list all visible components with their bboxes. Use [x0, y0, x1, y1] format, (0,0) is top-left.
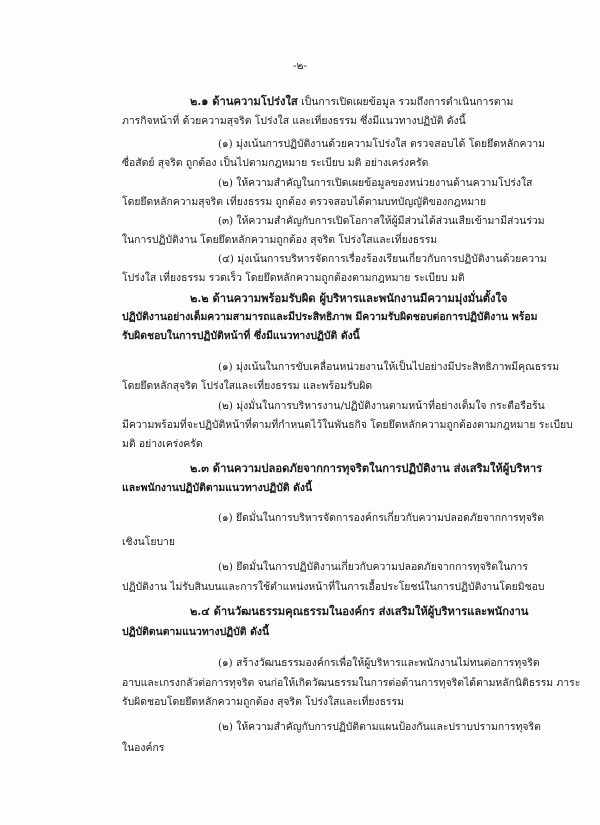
item-2-1-1-line2: ซื่อสัตย์ สุจริต ถูกต้อง เป็นไปตามกฎหมาย ระเบียบ มติ อย่างเคร่งครัด	[122, 157, 429, 169]
section-2-1-heading: ๒.๑ ด้านความโปร่งใส	[190, 94, 298, 108]
section-2-1-intro-line2: ภารกิจหน้าที่ ด้วยความสุจริต โปร่งใส และเที่ยงธรรม ซึ่งมีแนวทางปฏิบัติ ดังนี้	[122, 115, 466, 127]
item-2-3-2-line1: (๒) ยึดมั่นในการปฏิบัติงานเกี่ยวกับความปลอดภัยจากการทุจริตในการ	[218, 561, 528, 573]
item-2-4-1-line1: (๑) สร้างวัฒนธรรมองค์กรเพื่อให้ผู้บริหารและพนักงานไม่ทนต่อการทุจริต	[218, 657, 540, 669]
item-2-1-2-line1: (๒) ให้ความสำคัญในการเปิดเผยข้อมูลของหน่วยงานด้านความโปร่งใส	[218, 177, 533, 189]
section-2-1-intro-text: เป็นการเปิดเผยข้อมูล รวมถึงการดำเนินการตาม	[297, 96, 514, 108]
item-2-4-1-line2: อาบและเกรงกลัวต่อการทุจริต จนก่อให้เกิดวัฒนธรรมในการต่อต้านการทุจริตได้ตามหลักนิติธรรม ภาระ	[122, 677, 581, 689]
section-2-2-heading-line1: ๒.๒ ด้านความพร้อมรับผิด ผู้บริหารและพนักงานมีความมุ่งมั่นตั้งใจ	[190, 291, 508, 305]
item-2-2-1-line2: โดยยึดหลักสุจริต โปร่งใสและเที่ยงธรรม และพร้อมรับผิด	[122, 380, 373, 392]
section-2-2-heading-line3: รับผิดชอบในการปฏิบัติหน้าที่ ซึ่งมีแนวทางปฏิบัติ ดังนี้	[122, 330, 360, 342]
item-2-3-2-line2: ปฏิบัติงาน ไม่รับสินบนและการใช้ตำแหน่งหน้าที่ในการเอื้อประโยชน์ในการปฏิบัติงานโดยมิชอบ	[122, 581, 545, 593]
item-2-2-2-line2: มีความพร้อมที่จะปฏิบัติหน้าที่ตามที่กำหนดไว้ในพันธกิจ โดยยึดหลักความถูกต้องตามกฎหมาย ระเบียบ	[122, 419, 573, 431]
item-2-2-1-line1: (๑) มุ่งเน้นในการขับเคลื่อนหน่วยงานให้เป็นไปอย่างมีประสิทธิภาพมีคุณธรรม	[218, 361, 560, 373]
page-number: -๒-	[292, 60, 308, 72]
item-2-2-2-line3: มติ อย่างเคร่งครัด	[122, 438, 203, 450]
section-2-3-heading-line2: และพนักงานปฏิบัติตามแนวทางปฏิบัติ ดังนี้	[122, 482, 313, 494]
section-2-1-intro	[190, 94, 513, 109]
item-2-1-4-line1: (๔) มุ่งเน้นการบริหารจัดการเรื่องร้องเรียนเกี่ยวกับการปฏิบัติงานด้วยความ	[218, 253, 547, 265]
item-2-1-2-line2: โดยยึดหลักความสุจริต เที่ยงธรรม ถูกต้อง ตรวจสอบได้ตามบทบัญญัติของกฎหมาย	[122, 196, 487, 208]
item-2-4-2-line2: ในองค์กร	[122, 742, 165, 754]
item-2-3-1-line2: เชิงนโยบาย	[122, 536, 175, 548]
section-2-4-heading-line1: ๒.๔ ด้านวัฒนธรรมคุณธรรมในองค์กร ส่งเสริมให้ผู้บริหารและพนักงาน	[190, 604, 529, 618]
item-2-1-1-line1: (๑) มุ่งเน้นการปฏิบัติงานด้วยความโปร่งใส ตรวจสอบได้ โดยยึดหลักความ	[218, 138, 545, 150]
item-2-1-4-line2: โปร่งใส เที่ยงธรรม รวดเร็ว โดยยึดหลักความถูกต้องตามกฎหมาย ระเบียบ มติ	[122, 272, 465, 284]
item-2-1-3-line2: ในการปฏิบัติงาน โดยยึดหลักความถูกต้อง สุจริต โปร่งใสและเที่ยงธรรม	[122, 234, 438, 246]
item-2-1-3-line1: (๓) ให้ความสำคัญกับการเปิดโอกาสให้ผู้มีส่วนได้ส่วนเสียเข้ามามีส่วนร่วม	[218, 215, 545, 227]
section-2-2-heading-line2: ปฏิบัติงานอย่างเต็มความสามารถและมีประสิทธิภาพ มีความรับผิดชอบต่อการปฏิบัติงาน พร้อม	[122, 311, 538, 323]
item-2-4-2-line1: (๒) ให้ความสำคัญกับการปฏิบัติตามแผนป้องกันและปราบปรามการทุจริต	[218, 721, 541, 733]
item-2-2-2-line1: (๒) มุ่งมั่นในการบริหารงาน/ปฏิบัติงานตามหน้าที่อย่างเต็มใจ กระตือรือร้น	[218, 400, 545, 412]
section-2-4-heading-line2: ปฏิบัติตนตามแนวทางปฏิบัติ ดังนี้	[122, 626, 270, 638]
item-2-3-1-line1: (๑) ยึดมั่นในการบริหารจัดการองค์กรเกี่ยวกับความปลอดภัยจากการทุจริต	[218, 512, 544, 524]
item-2-4-1-line3: รับผิดชอบโดยยึดหลักความถูกต้อง สุจริต โปร่งใสและเที่ยงธรรม	[122, 696, 404, 708]
section-2-3-heading-line1: ๒.๓ ด้านความปลอดภัยจากการทุจริตในการปฏิบัติงาน ส่งเสริมให้ผู้บริหาร	[190, 461, 543, 475]
